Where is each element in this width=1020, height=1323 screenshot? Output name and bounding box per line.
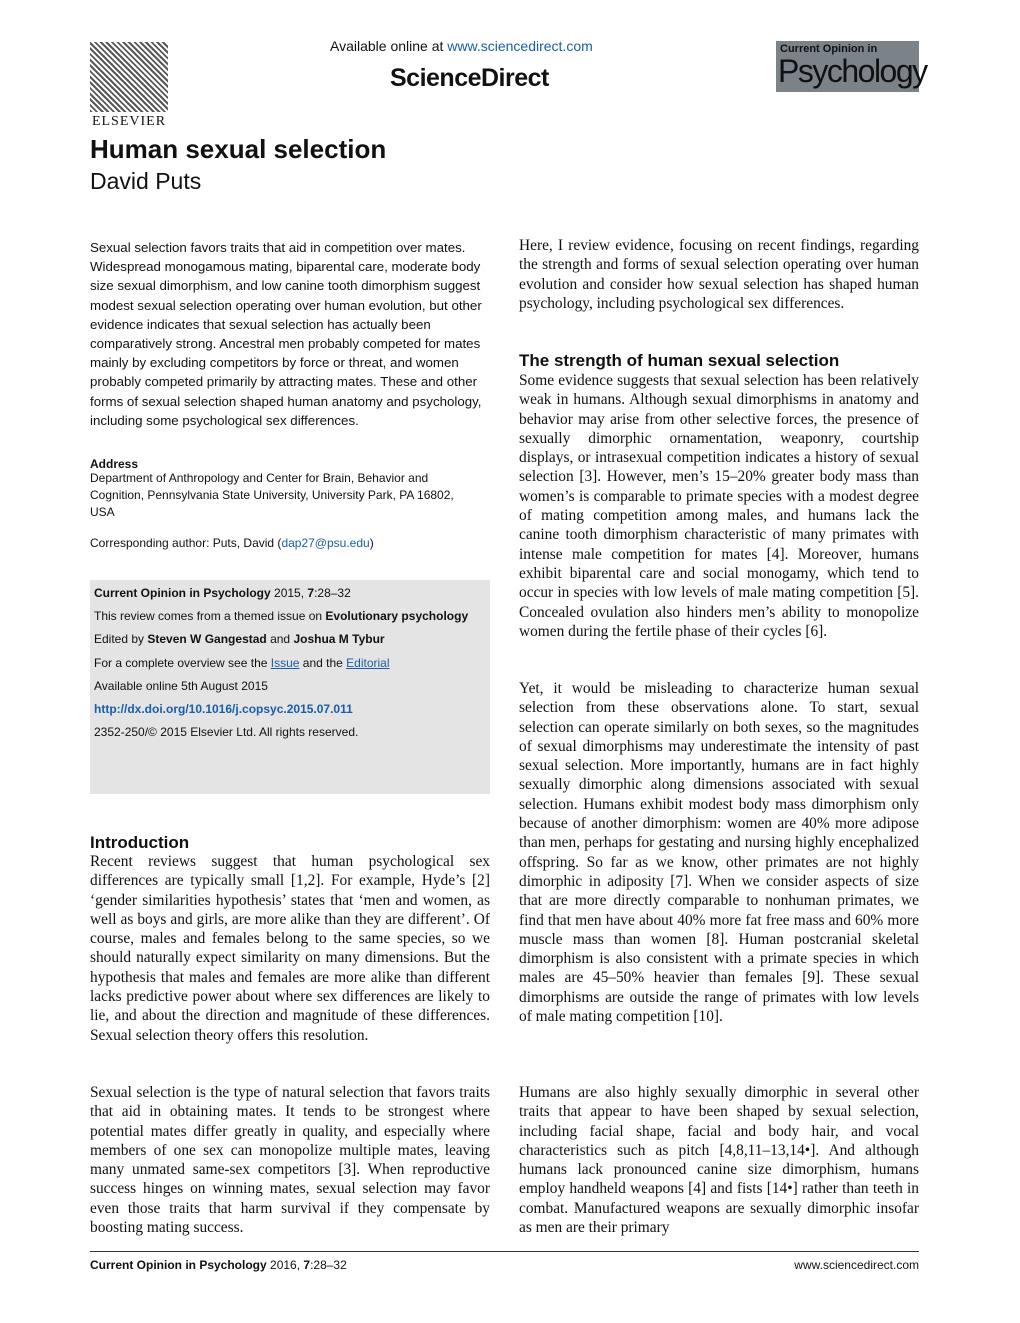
info-editor-1: Steven W Gangestad (147, 632, 267, 646)
intro-paragraph-2: Sexual selection is the type of natural selection that favors traits that aid in obtaining mates. It tends to be strongest where potential mates differ greatly in quality, and especially where members of one sex can monopolize multiple mates, leaving many unmated same-sex competitors [3]. When reproductive success hinges on winning mates, sexual selection may favor even those traits that harm survival if they compensate by boosting mating success. (90, 1084, 490, 1237)
footer-divider (90, 1251, 919, 1252)
available-online-line (330, 38, 593, 54)
info-overview-prefix: For a complete overview see the (94, 656, 271, 670)
doi-link[interactable]: http://dx.doi.org/10.1016/j.copsyc.2015.07.011 (94, 702, 353, 716)
footer-year: 2016, (266, 1258, 304, 1272)
info-edited-prefix: Edited by (94, 632, 148, 646)
info-citation (94, 586, 351, 600)
sciencedirect-logo: ScienceDirect (390, 64, 549, 92)
info-editors (94, 632, 385, 646)
info-year: 2015, (270, 586, 308, 600)
section-heading-introduction: Introduction (90, 833, 190, 852)
journal-logo-big: Psychology (778, 53, 927, 89)
info-volume: 7 (307, 586, 315, 600)
section-heading-strength: The strength of human sexual selection (519, 351, 840, 370)
sciencedirect-link[interactable]: www.sciencedirect.com (447, 38, 593, 54)
article-title: Human sexual selection (90, 134, 387, 164)
article-info-box (90, 580, 490, 794)
intro-paragraph-1: Recent reviews suggest that human psychological sex differences are typically small [1,2]. For example, Hyde’s [2] ‘gender similarities hypothesis’ states that ‘men and women, as well as boys and girls, are more alike than they are different’. Of course, males and females belong to the same species, so we should naturally expect similarity on many dimensions. But the hypothesis that males and females are more alike than different lacks predictive power about where sex differences are likely to lie, and about the direction and magnitude of these differences. Sexual selection theory offers this resolution. (90, 853, 490, 1044)
footer-volume: 7 (303, 1258, 311, 1272)
info-pages: :28–32 (314, 586, 351, 600)
info-and: and (266, 632, 294, 646)
info-themed-prefix: This review comes from a themed issue on (94, 609, 326, 623)
info-themed-topic: Evolutionary psychology (325, 609, 469, 623)
address-label: Address (90, 457, 139, 471)
info-editor-2: Joshua M Tybur (293, 632, 385, 646)
footer-website: www.sciencedirect.com (794, 1258, 919, 1272)
intro-continuation-paragraph: Here, I review evidence, focusing on recent findings, regarding the strength and forms of sexual selection operating over human evolution and consider how sexual selection has shaped human psychology, including psychological sex differences. (519, 237, 919, 312)
info-themed-issue (94, 609, 468, 623)
journal-logo-small: Current Opinion in (780, 43, 878, 55)
strength-paragraph-2: Yet, it would be misleading to characterize human sexual selection from these observations alone. To start, sexual selection can operate similarly on both sexes, so the magnitudes of sexual dimorphisms may underestimate the intensity of past sexual selection. More importantly, humans are in fact highly sexually dimorphic along dimensions associated with sexual selection. Humans exhibit modest body mass dimorphism only because of another dimorphism: women are 40% more adipose than men, perhaps for gestating and nursing highly encephalized offspring. So far as we know, other primates are not highly dimorphic in adiposity [7]. When we consider aspects of size that are more directly comparable to nonhuman primates, we find that men have about 40% more fat free mass and 60% more muscle mass than women [8]. Human postcranial skeletal dimorphism is also consistent with a primate species in which males are 45–50% heavier than females [9]. These sexual dimorphisms are outside the range of primates with low levels of male mating competition [10]. (519, 680, 919, 1026)
issue-link[interactable]: Issue (270, 656, 300, 670)
footer-pages: :28–32 (310, 1258, 347, 1272)
footer-citation (90, 1258, 347, 1272)
author-email-link[interactable]: dap27@psu.edu (281, 536, 370, 550)
journal-logo (776, 41, 927, 92)
corresponding-author (90, 534, 482, 553)
abstract: Sexual selection favors traits that aid in competition over mates. Widespread monogamous mating, biparental care, moderate body size sexual dimorphism, and low canine tooth dimorphism suggest modest sexual selection operating over human evolution, but other evidence indicates that sexual selection has actually been comparatively strong. Ancestral men probably competed for mates mainly by excluding competitors by force or threat, and women probably competed primarily by attracting mates. These and other forms of sexual selection shaped human anatomy and psychology, including some psychological sex differences. (90, 240, 482, 428)
info-overview (94, 656, 390, 670)
corresponding-prefix: Corresponding author: Puts, David ( (90, 536, 282, 550)
address-text: Department of Anthropology and Center for Brain, Behavior and Cognition, Pennsylvania State University, University Park, PA 16802, USA (90, 471, 454, 519)
corresponding-suffix: ) (369, 536, 374, 550)
editorial-link[interactable]: Editorial (346, 656, 390, 670)
elsevier-wordmark: ELSEVIER (91, 114, 167, 129)
info-doi (94, 702, 353, 716)
info-copyright: 2352-250/© 2015 Elsevier Ltd. All rights reserved. (94, 725, 359, 739)
elsevier-tree-icon (90, 42, 168, 112)
info-journal: Current Opinion in Psychology (94, 586, 271, 600)
article-author: David Puts (90, 168, 202, 194)
info-overview-mid: and the (299, 656, 347, 670)
footer-journal: Current Opinion in Psychology (90, 1258, 267, 1272)
info-available: Available online 5th August 2015 (94, 679, 268, 693)
strength-paragraph-1: Some evidence suggests that sexual selection has been relatively weak in humans. Although sexual dimorphisms in anatomy and behavior may arise from other selective forces, the presence of sexually dimorphic ornamentation, weaponry, courtship displays, or intrasexual competition indicates a history of sexual selection [3]. However, men’s 15–20% greater body mass than women’s is comparable to primate species with a modest degree of mating competition among males, and humans lack the canine tooth dimorphism characteristic of many primates with intense male competition for mates [4]. Moreover, humans exhibit biparental care and social monogamy, which tend to occur in species with low levels of male mating competition [5]. Concealed ovulation also hinders men’s ability to monopolize women during the fertile phase of their cycles [6]. (519, 372, 919, 640)
elsevier-logo (90, 42, 168, 128)
strength-paragraph-3: Humans are also highly sexually dimorphic in several other traits that appear to have been shaped by sexual selection, including facial shape, facial and body hair, and vocal characteristics such as pitch [4,8,11–13,14•]. And although humans lack pronounced canine size dimorphism, humans employ handheld weapons [4] and fists [14•] rather than teeth in combat. Manufactured weapons are sexually dimorphic insofar as men are their primary (519, 1084, 919, 1237)
available-online-prefix: Available online at (330, 38, 448, 54)
